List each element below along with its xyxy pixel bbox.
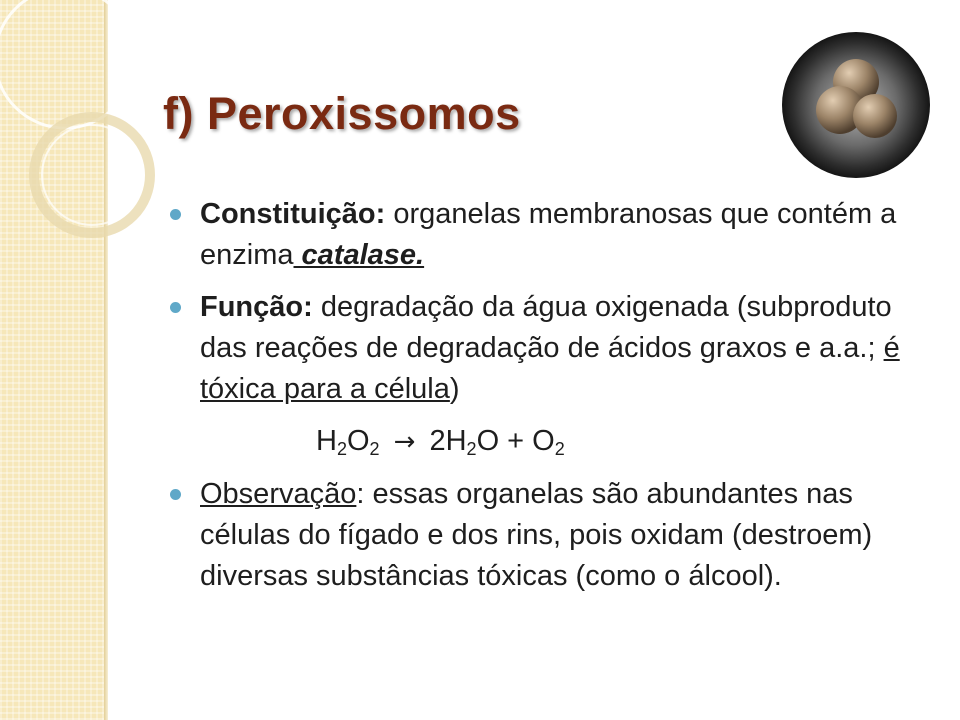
bullet-observacao <box>170 474 910 597</box>
bullet-dot <box>170 489 181 500</box>
slide-content <box>170 194 910 608</box>
constituicao-label: Constituição: <box>200 198 386 230</box>
eq-h: H <box>316 425 337 457</box>
constituicao-text: organelas membranosas que contém a enzima <box>200 198 897 271</box>
funcao-label: Função: <box>200 291 313 323</box>
observacao-label: Observação <box>200 478 357 510</box>
bullet-constituicao <box>170 194 910 276</box>
catalase-term: catalase. <box>293 239 425 271</box>
eq-sub: 2 <box>336 439 347 459</box>
eq-product: 2H <box>429 425 467 457</box>
bullet-dot <box>170 209 181 220</box>
funcao-close-paren: ) <box>449 373 460 405</box>
chemical-equation <box>170 421 910 463</box>
eq-product-rest: O + O <box>476 425 555 457</box>
peroxisome-image <box>780 30 932 180</box>
eq-sub: 2 <box>554 439 565 459</box>
bullet-funcao <box>170 287 910 410</box>
reaction-arrow-icon: → <box>393 427 416 457</box>
eq-o: O <box>346 425 370 457</box>
observacao-text: : essas organelas são abundantes nas células do fígado e dos rins, pois oxidam (destroem) diversas substâncias tóxicas (como o álcool). <box>200 478 873 592</box>
toxic-note: é tóxica para a célula <box>200 332 900 405</box>
bullet-dot <box>170 302 181 313</box>
funcao-text: degradação da água oxigenada (subproduto das reações de degradação de ácidos graxos e a.a.; <box>200 291 892 364</box>
eq-sub: 2 <box>466 439 477 459</box>
eq-sub: 2 <box>369 439 380 459</box>
slide-title: f) Peroxissomos <box>163 88 521 140</box>
